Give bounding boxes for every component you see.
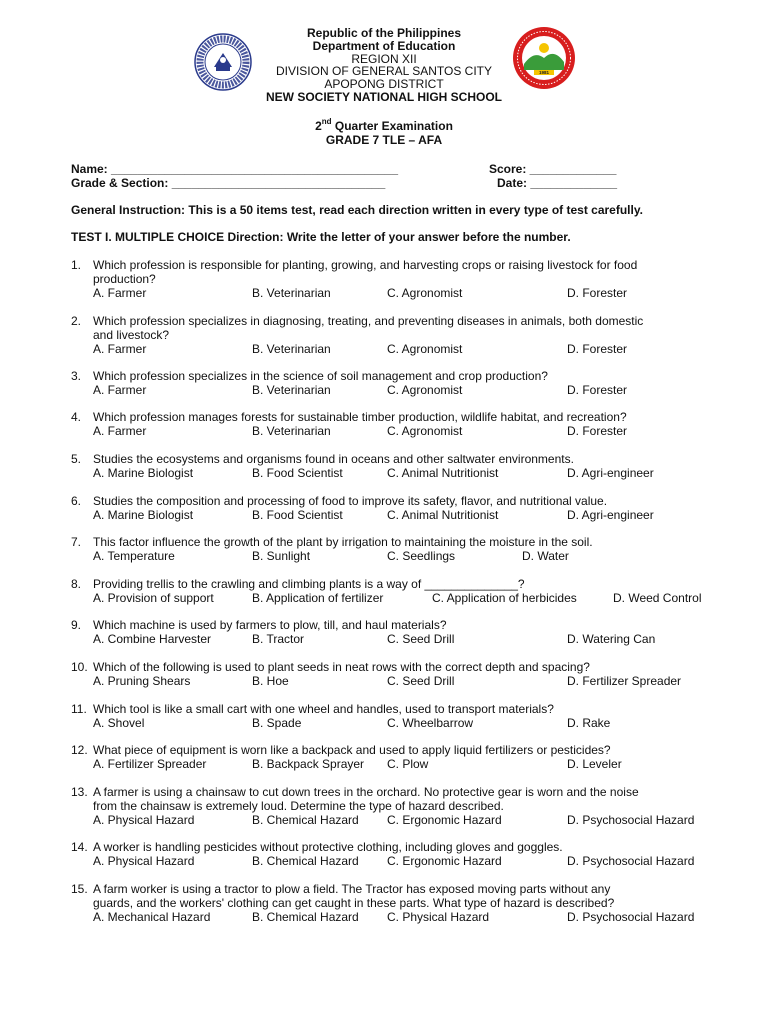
answer-option: D. Agri-engineer bbox=[567, 508, 654, 522]
question-number: 11. bbox=[71, 702, 87, 716]
answer-option: A. Physical Hazard bbox=[93, 854, 195, 868]
answer-option: C. Agronomist bbox=[387, 342, 463, 356]
question-text: Which machine is used by farmers to plow, till, and haul materials? bbox=[93, 618, 447, 632]
question-text: guards, and the workers' clothing can get caught in these parts. What type of hazard is described? bbox=[93, 896, 615, 910]
question-number: 4. bbox=[71, 410, 82, 424]
grade-section-field[interactable]: Grade & Section: ________________________________ bbox=[71, 176, 386, 190]
answer-option: D. Agri-engineer bbox=[567, 466, 654, 480]
answer-option: B. Chemical Hazard bbox=[252, 854, 359, 868]
question-text: Which profession is responsible for planting, growing, and harvesting crops or raising livestock for food bbox=[93, 258, 638, 272]
region-line: REGION XII bbox=[351, 51, 417, 66]
question-text: Which of the following is used to plant seeds in neat rows with the correct depth and spacing? bbox=[93, 660, 590, 674]
answer-option: D. Watering Can bbox=[567, 632, 656, 646]
answer-option: B. Spade bbox=[252, 716, 302, 730]
question-number: 2. bbox=[71, 314, 82, 328]
question-text: Providing trellis to the crawling and climbing plants is a way of ______________? bbox=[93, 577, 525, 591]
svg-text:1981: 1981 bbox=[538, 70, 550, 75]
answer-option: B. Backpack Sprayer bbox=[252, 757, 365, 771]
answer-option: D. Forester bbox=[567, 383, 628, 397]
grade-subject: GRADE 7 TLE – AFA bbox=[325, 132, 443, 147]
question-text: What piece of equipment is worn like a backpack and used to apply liquid fertilizers or pesticides? bbox=[93, 743, 611, 757]
question-text: A farm worker is using a tractor to plow a field. The Tractor has exposed moving parts without any bbox=[93, 882, 611, 896]
question-number: 9. bbox=[71, 618, 82, 632]
question-number: 8. bbox=[71, 577, 82, 591]
question-number: 3. bbox=[71, 369, 82, 383]
answer-option: B. Food Scientist bbox=[252, 466, 343, 480]
answer-option: C. Wheelbarrow bbox=[387, 716, 474, 730]
question-text: Which profession manages forests for sustainable timber production, wildlife habitat, and recreation? bbox=[93, 410, 627, 424]
answer-option: B. Hoe bbox=[252, 674, 289, 688]
answer-option: B. Veterinarian bbox=[252, 424, 331, 438]
question-text: Studies the composition and processing of food to improve its safety, flavor, and nutritional value. bbox=[93, 494, 608, 508]
document-header bbox=[0, 27, 768, 104]
answer-option: C. Animal Nutritionist bbox=[387, 508, 499, 522]
question-text: A worker is handling pesticides without protective clothing, including gloves and goggles. bbox=[93, 840, 563, 854]
answer-option: D. Weed Control bbox=[613, 591, 702, 605]
test-heading: TEST I. MULTIPLE CHOICE Direction: Write the letter of your answer before the number. bbox=[71, 230, 571, 244]
answer-option: A. Shovel bbox=[93, 716, 145, 730]
answer-option: C. Animal Nutritionist bbox=[387, 466, 499, 480]
answer-option: A. Combine Harvester bbox=[93, 632, 212, 646]
question-number: 1. bbox=[71, 258, 82, 272]
answer-option: C. Ergonomic Hazard bbox=[387, 854, 502, 868]
question-number: 15. bbox=[71, 882, 88, 896]
answer-option: B. Tractor bbox=[252, 632, 305, 646]
answer-option: A. Marine Biologist bbox=[93, 466, 194, 480]
answer-option: D. Water bbox=[522, 549, 569, 563]
question-number: 5. bbox=[71, 452, 82, 466]
answer-option: A. Farmer bbox=[93, 342, 147, 356]
question-number: 6. bbox=[71, 494, 82, 508]
answer-option: D. Forester bbox=[567, 342, 628, 356]
answer-option: C. Seed Drill bbox=[387, 632, 455, 646]
question-text: and livestock? bbox=[93, 328, 170, 342]
answer-option: B. Veterinarian bbox=[252, 286, 331, 300]
answer-option: B. Veterinarian bbox=[252, 342, 331, 356]
answer-option: D. Psychosocial Hazard bbox=[567, 854, 695, 868]
answer-option: B. Application of fertilizer bbox=[252, 591, 384, 605]
answer-option: B. Food Scientist bbox=[252, 508, 343, 522]
answer-option: A. Physical Hazard bbox=[93, 813, 195, 827]
answer-option: D. Rake bbox=[567, 716, 611, 730]
answer-option: A. Marine Biologist bbox=[93, 508, 194, 522]
answer-option: B. Chemical Hazard bbox=[252, 813, 359, 827]
answer-option: C. Seedlings bbox=[387, 549, 456, 563]
district-line: APOPONG DISTRICT bbox=[324, 77, 444, 92]
answer-option: A. Farmer bbox=[93, 383, 147, 397]
answer-option: A. Farmer bbox=[93, 424, 147, 438]
question-number: 14. bbox=[71, 840, 88, 854]
answer-option: A. Pruning Shears bbox=[93, 674, 191, 688]
answer-option: A. Provision of support bbox=[93, 591, 214, 605]
answer-option: B. Chemical Hazard bbox=[252, 910, 359, 924]
answer-option: B. Veterinarian bbox=[252, 383, 331, 397]
answer-option: C. Agronomist bbox=[387, 286, 463, 300]
general-instruction: General Instruction: This is a 50 items test, read each direction written in every type of test carefully. bbox=[71, 203, 643, 217]
answer-option: D. Psychosocial Hazard bbox=[567, 910, 695, 924]
answer-option: B. Sunlight bbox=[252, 549, 311, 563]
question-text: Studies the ecosystems and organisms found in oceans and other saltwater environments. bbox=[93, 452, 574, 466]
date-field[interactable]: Date: _____________ bbox=[497, 176, 618, 190]
answer-option: A. Fertilizer Spreader bbox=[93, 757, 207, 771]
question-text: production? bbox=[93, 272, 156, 286]
answer-option: C. Physical Hazard bbox=[387, 910, 490, 924]
exam-title: 2nd Quarter Examination GRADE 7 TLE – AFA bbox=[0, 120, 768, 147]
question-text: Which profession specializes in the science of soil management and crop production? bbox=[93, 369, 548, 383]
answer-option: A. Farmer bbox=[93, 286, 147, 300]
name-field[interactable]: Name: ___________________________________________ bbox=[71, 162, 398, 176]
question-text: A farmer is using a chainsaw to cut down trees in the orchard. No protective gear is worn and the noise bbox=[93, 785, 639, 799]
answer-option: A. Temperature bbox=[93, 549, 175, 563]
answer-option: C. Plow bbox=[387, 757, 429, 771]
answer-option: C. Agronomist bbox=[387, 383, 463, 397]
question-text: Which tool is like a small cart with one wheel and handles, used to transport materials? bbox=[93, 702, 554, 716]
answer-option: C. Application of herbicides bbox=[432, 591, 577, 605]
answer-option: C. Seed Drill bbox=[387, 674, 455, 688]
question-number: 7. bbox=[71, 535, 82, 549]
answer-option: A. Mechanical Hazard bbox=[93, 910, 211, 924]
answer-option: D. Forester bbox=[567, 424, 628, 438]
department-line: Department of Education bbox=[312, 38, 456, 53]
question-text: Which profession specializes in diagnosing, treating, and preventing diseases in animals, both domestic bbox=[93, 314, 644, 328]
school-name: NEW SOCIETY NATIONAL HIGH SCHOOL bbox=[265, 89, 502, 104]
answer-option: D. Forester bbox=[567, 286, 628, 300]
question-number: 13. bbox=[71, 785, 88, 799]
question-text: from the chainsaw is extremely loud. Determine the type of hazard described. bbox=[93, 799, 504, 813]
answer-option: C. Ergonomic Hazard bbox=[387, 813, 502, 827]
answer-option: D. Fertilizer Spreader bbox=[567, 674, 682, 688]
question-number: 12. bbox=[71, 743, 88, 757]
question-text: This factor influence the growth of the plant by irrigation to maintaining the moisture in the soil. bbox=[93, 535, 593, 549]
answer-option: C. Agronomist bbox=[387, 424, 463, 438]
answer-option: D. Leveler bbox=[567, 757, 622, 771]
republic-line: Republic of the Philippines bbox=[306, 26, 461, 40]
score-field[interactable]: Score: _____________ bbox=[489, 162, 617, 176]
division-line: DIVISION OF GENERAL SANTOS CITY bbox=[275, 64, 493, 79]
answer-option: D. Psychosocial Hazard bbox=[567, 813, 695, 827]
question-number: 10. bbox=[71, 660, 88, 674]
